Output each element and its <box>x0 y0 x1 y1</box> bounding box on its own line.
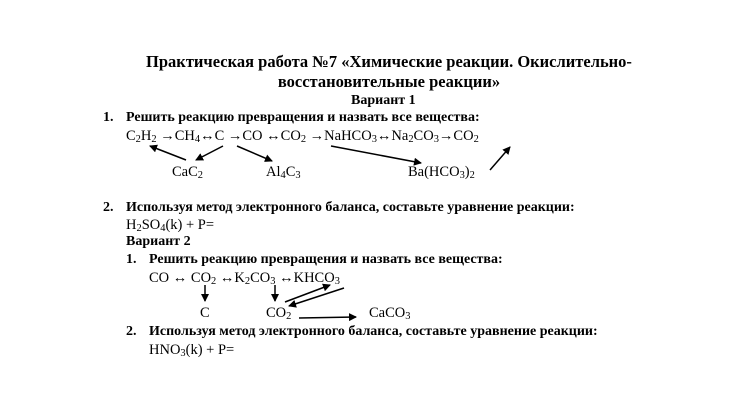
v2-product-c: C <box>200 305 210 321</box>
v1-arrow-co2-to-bahco3 <box>331 146 421 163</box>
v1-task1-number: 1. <box>103 110 114 125</box>
v1-task2-number: 2. <box>103 200 114 215</box>
v1-task2-text: Используя метод электронного баланса, составьте уравнение реакции: <box>126 200 575 215</box>
v1-arrow-cac2-to-c2h2 <box>150 146 186 160</box>
v1-arrow-bahco3-to-co2 <box>490 147 510 170</box>
variant2-heading: Вариант 2 <box>126 234 191 249</box>
v1-task2-equation: $H_2SO_4(k) + P=$ <box>126 217 215 234</box>
v1-product-cac2: CaC$_2$ <box>172 164 203 181</box>
v2-task1-text: Решить реакцию превращения и назвать все вещества: <box>149 252 503 267</box>
variant1-heading: Вариант 1 <box>351 93 416 108</box>
v2-arrow-co2-to-caco3 <box>299 317 356 318</box>
v1-product-al4c3: $Al_4C_3$ <box>266 164 301 181</box>
page-title-line2: восстановительные реакции» <box>277 72 501 91</box>
v2-task2-text: Используя метод электронного баланса, составьте уравнение реакции: <box>149 324 598 339</box>
v1-task1-text: Решить реакцию превращения и назвать все вещества: <box>126 110 480 125</box>
v1-arrow-c-to-al4c3 <box>237 146 272 161</box>
v1-product-bahco3: $Ba(HCO_3)_2$ <box>408 164 475 181</box>
v2-task1-number: 1. <box>126 252 137 267</box>
v1-reaction-chain: $C_2H_2$ $\to CH_4\leftrightarrow C \to CO$ $\leftrightarrow CO_2$ $\to NaHCO_3\leftrightarrow Na_2CO_3\to CO_2$ <box>126 128 479 145</box>
v2-task2-number: 2. <box>126 324 137 339</box>
v2-product-caco3: CaCO$_3$ <box>369 305 411 322</box>
v2-task2-equation: $HNO_3(k) + P=$ <box>149 342 235 359</box>
page-title: Практическая работа №7 «Химические реакции. Окислительно- <box>146 52 632 71</box>
v2-reaction-chain: CO ↔ $CO_2$ $\leftrightarrow K_2CO_3$ $\leftrightarrow KHCO_3$ <box>149 270 340 287</box>
v1-arrow-ch4-to-cac2 <box>196 146 223 160</box>
v2-product-co2: $CO_2$ <box>266 305 292 322</box>
